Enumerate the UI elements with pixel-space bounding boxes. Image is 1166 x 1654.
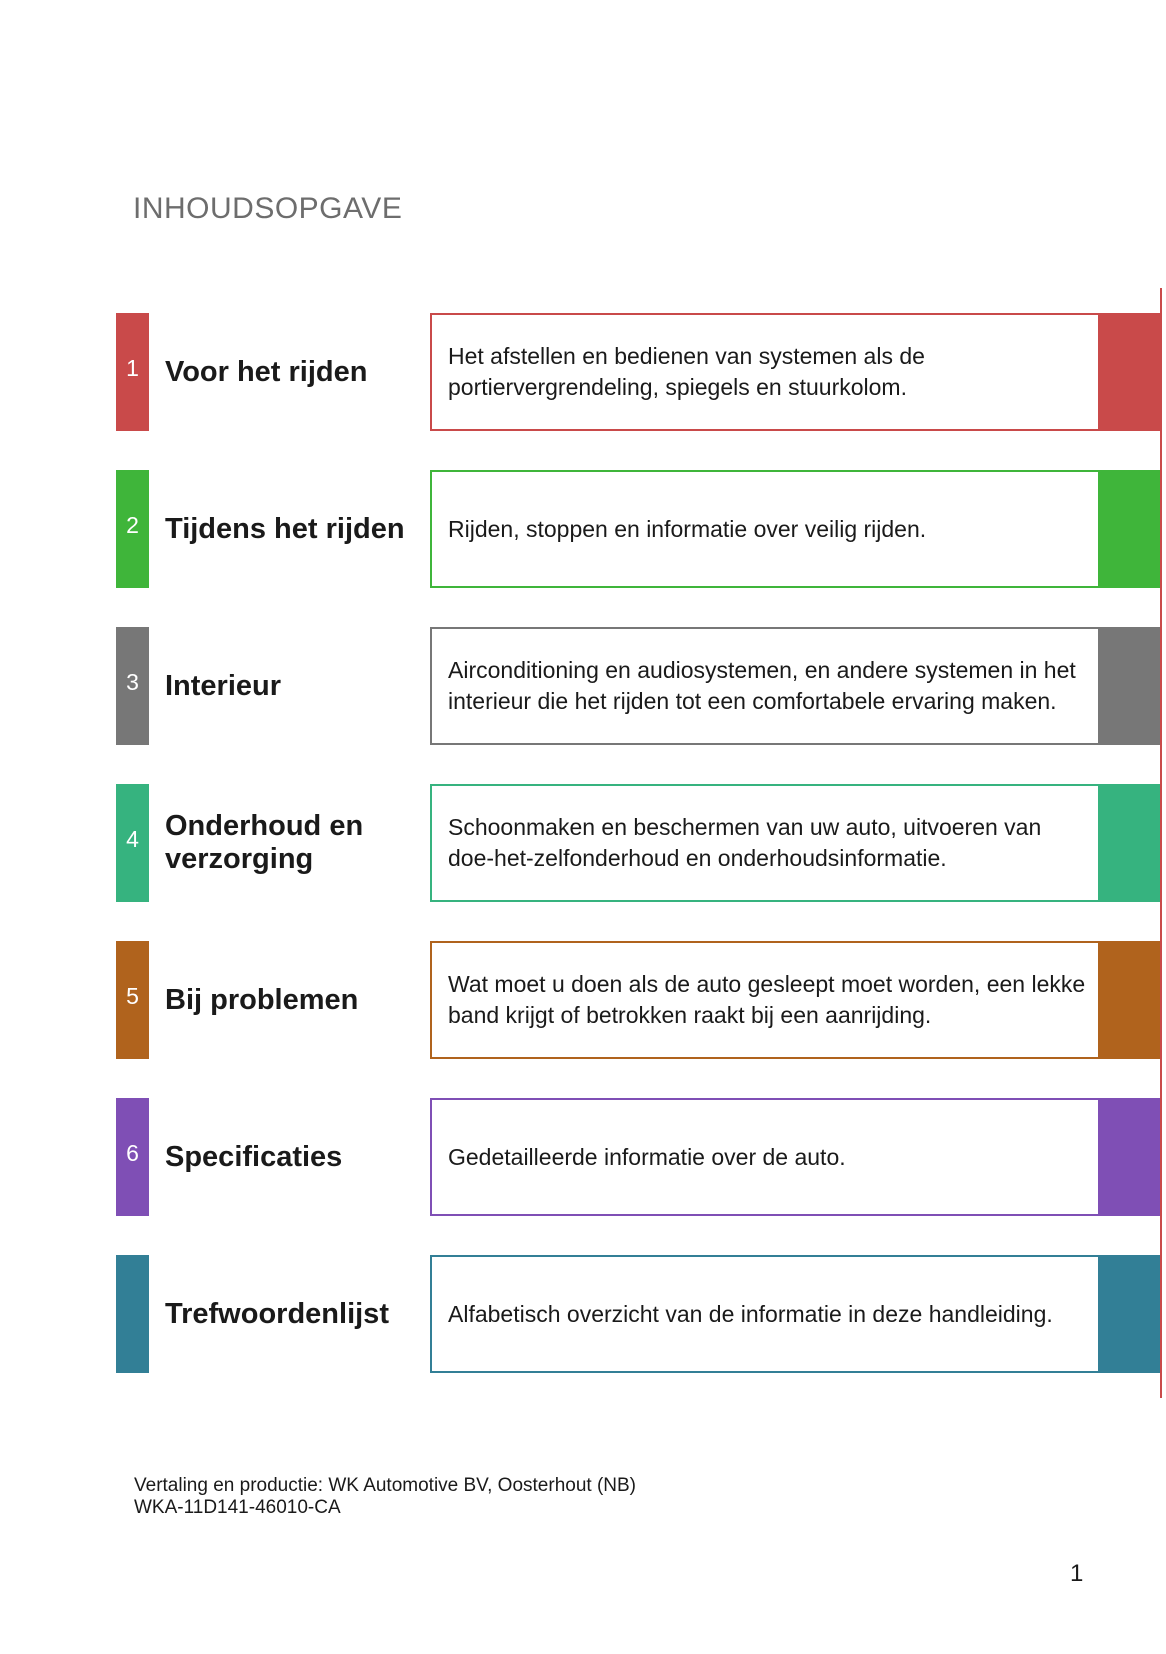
section-number-tab: [116, 627, 149, 745]
section-description: Schoonmaken en beschermen van uw auto, uitvoeren van doe-het-zelfonderhoud en onderhoudsinformatie.: [448, 814, 1042, 871]
footer-code: WKA-11D141-46010-CA: [134, 1497, 341, 1518]
section-number-tab: [116, 1255, 149, 1373]
section-description: Alfabetisch overzicht van de informatie in deze handleiding.: [448, 1300, 1053, 1327]
section-description-box: [430, 470, 1098, 588]
section-color-tab: [1098, 784, 1160, 902]
footer: [134, 1475, 636, 1519]
toc-row-6[interactable]: [0, 1098, 1166, 1216]
section-title[interactable]: Tijdens het rijden: [165, 512, 405, 545]
section-color-tab: [1098, 1255, 1160, 1373]
section-title[interactable]: Specificaties: [165, 1140, 343, 1173]
section-description-box: [430, 941, 1098, 1059]
page-title: INHOUDSOPGAVE: [133, 192, 403, 225]
section-title[interactable]: Onderhoud en verzorging: [165, 810, 364, 875]
section-color-tab: [1098, 627, 1160, 745]
section-number: 2: [126, 511, 139, 538]
section-title[interactable]: Interieur: [165, 669, 282, 702]
section-number-tab: [116, 784, 149, 902]
section-number: 4: [126, 825, 139, 852]
toc-row-4[interactable]: [0, 784, 1166, 902]
section-number-tab: [116, 470, 149, 588]
toc-row-1[interactable]: [0, 313, 1166, 431]
toc-row-5[interactable]: [0, 941, 1166, 1059]
section-description: Rijden, stoppen en informatie over veilig rijden.: [448, 515, 927, 542]
toc-row-2[interactable]: [0, 470, 1166, 588]
footer-credits: Vertaling en productie: WK Automotive BV, Oosterhout (NB): [134, 1475, 636, 1496]
section-number: 5: [126, 982, 139, 1009]
section-color-tab: [1098, 470, 1160, 588]
section-description: Het afstellen en bedienen van systemen als de portiervergrendeling, spiegels en stuurkolom.: [448, 343, 925, 400]
toc-row-3[interactable]: [0, 627, 1166, 745]
section-description-box: [430, 784, 1098, 902]
section-description-box: [430, 1098, 1098, 1216]
section-number-tab: [116, 941, 149, 1059]
section-color-tab: [1098, 313, 1160, 431]
section-number-tab: [116, 1098, 149, 1216]
section-description: Gedetailleerde informatie over de auto.: [448, 1143, 846, 1170]
section-color-tab: [1098, 941, 1160, 1059]
section-description-box: [430, 313, 1098, 431]
section-description: Airconditioning en audiosystemen, en andere systemen in het interieur die het rijden tot een comfortabele ervaring maken.: [448, 657, 1076, 714]
section-description-box: [430, 627, 1098, 745]
section-color-tab: [1098, 1098, 1160, 1216]
toc-row-7[interactable]: [0, 1255, 1166, 1373]
page-number: 1: [1070, 1560, 1084, 1587]
section-number: 3: [126, 668, 139, 695]
section-title[interactable]: Voor het rijden: [165, 355, 368, 388]
section-description-box: [430, 1255, 1098, 1373]
section-title[interactable]: Trefwoordenlijst: [165, 1297, 389, 1330]
section-number: 6: [126, 1139, 139, 1166]
section-number-tab: [116, 313, 149, 431]
section-number: 1: [126, 354, 139, 381]
section-title[interactable]: Bij problemen: [165, 983, 359, 1016]
section-description: Wat moet u doen als de auto gesleept moet worden, een lekke band krijgt of betrokken raakt bij een aanrijding.: [448, 971, 1086, 1028]
